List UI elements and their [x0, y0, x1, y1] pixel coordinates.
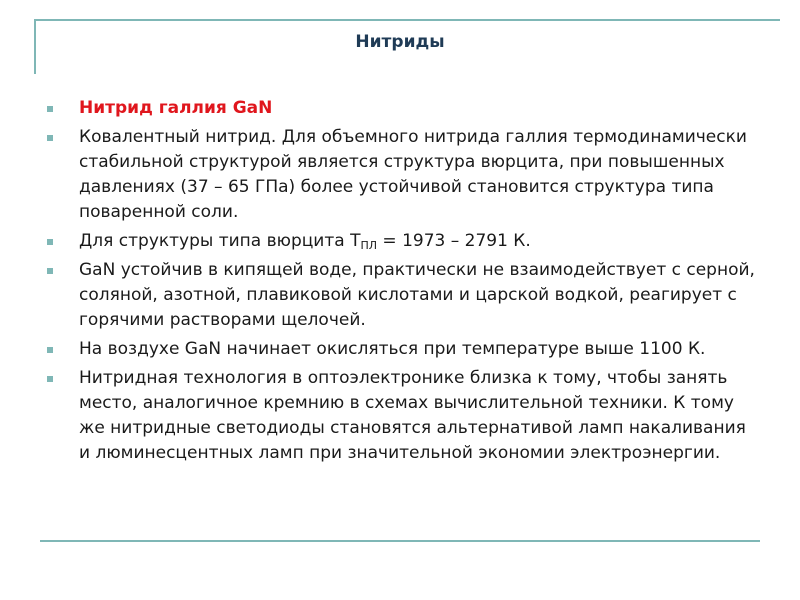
bottom-divider-line — [40, 540, 760, 542]
bullet-list — [47, 96, 762, 470]
bullet-heading-text: Нитрид галлия GaN — [79, 98, 273, 118]
square-bullet-icon — [47, 239, 53, 245]
square-bullet-icon — [47, 268, 53, 274]
bullet-text-suffix: = 1973 – 2791 К. — [377, 231, 531, 251]
bullet-text-subscript: ПЛ — [360, 239, 378, 252]
bullet-item-oxidation — [47, 337, 762, 362]
square-bullet-icon — [47, 106, 53, 112]
bullet-item-technology — [47, 366, 762, 466]
square-bullet-icon — [47, 376, 53, 382]
square-bullet-icon — [47, 347, 53, 353]
bullet-text-prefix: Для структуры типа вюрцита T — [79, 231, 361, 251]
bullet-text: На воздухе GaN начинает окисляться при температуре выше 1100 К. — [79, 339, 706, 359]
bullet-item-heading — [47, 96, 762, 121]
bullet-text: Нитридная технология в оптоэлектронике близка к тому, чтобы занять место, аналогичное кремнию в схемах вычислительной техники. К тому же нитридные светодиоды становятся альтернативой ламп накаливания и люминесцентных ламп при значительной экономии электроэнергии. — [79, 368, 746, 463]
bullet-item-melting-temp — [47, 229, 762, 254]
bullet-item-covalent — [47, 125, 762, 225]
square-bullet-icon — [47, 135, 53, 141]
bullet-item-stability — [47, 258, 762, 333]
bullet-text: Ковалентный нитрид. Для объемного нитрида галлия термодинамически стабильной структурой является структура вюрцита, при повышенных давлениях (37 – 65 ГПа) более устойчивой становится структура типа поваренной соли. — [79, 127, 747, 222]
slide-title: Нитриды — [355, 32, 445, 52]
top-divider-line — [34, 19, 780, 21]
bullet-text: GaN устойчив в кипящей воде, практически не взаимодействует с серной, соляной, азотной, плавиковой кислотами и царской водкой, реагирует с горячими растворами щелочей. — [79, 260, 755, 330]
